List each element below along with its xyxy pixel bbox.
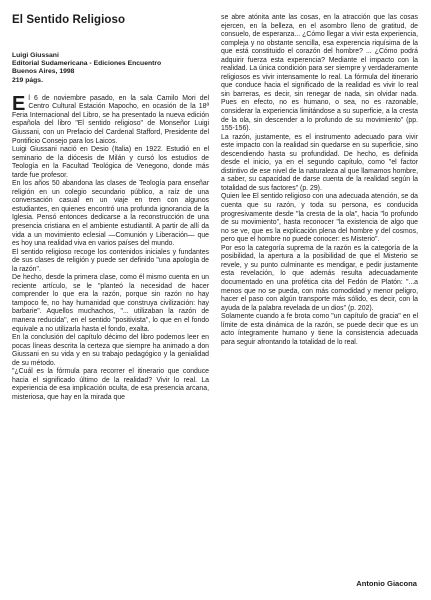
book-metadata: [12, 52, 209, 85]
paragraph: De hecho, desde la primera clase, como él mismo cuenta en un reciente artículo, se le "planteó la necesidad de hacer comprender lo que era la razón, porque sin razón no hay tampoco fe, no hay humanidad que construya civilización: hay barbarie". Aquellos muchachos, "... utilizaban la razón de manera reducida", en el sentido "positivista", lo que en el fondo equivale a no utilizarla hasta el fondo, exalta.: [12, 274, 209, 333]
book-pages: 219 págs.: [12, 76, 43, 84]
book-author: Luigi Giussani: [12, 52, 59, 59]
paragraph: El sentido religioso recoge los contenidos iniciales y fundantes de sus clases de religión y puede ser definido "una apología de la razón".: [12, 248, 209, 273]
paragraph: Solamente cuando a fe brota como "un capítulo de gracia" en el límite de esta dinámica de la razón, se puede decir que es un acto íntegramente humano y tiene la consistencia adecuada para seguir afrontando la totalidad de lo real.: [221, 313, 418, 346]
two-column-layout: [12, 14, 419, 403]
right-column: [221, 14, 418, 403]
paragraph: Quien lee El sentido religioso con una adecuada atención, se da cuenta que su razón, y toda su persona, es conducida progresivamente desde "la cresta de la ola", hacia "lo profundo de su movimiento", hasta reconocer "la existencia de algo que no se ve, que es la explicación plena del hombre y del cosmos, pero que el hombre no puede conocer: es Misterio".: [221, 193, 418, 244]
paragraph: La razón, justamente, es el instrumento adecuado para vivir este impacto con la realidad sin quedarse en su superficie, sino descendiendo hasta su profundidad. De hecho, es definida desde el inicio, ya en el segundo capítulo, como "el factor distintivo de ese nivel de la naturaleza al que llamamos hombre, a saber, su capacidad de darse cuenta de la realidad según la totalidad de sus factores" (p. 29).: [221, 133, 418, 192]
paragraph: En los años 50 abandona las clases de Teología para enseñar religión en un colegio secundario público, a raíz de una conversación casual en un viaje en tren con algunos estudiantes, en quienes encontró una profunda ignorancia de la Iglesia. Pensó entonces dedicarse a la reconstrucción de una presencia cristiana en el ambiente estudiantil. A partir de allí da vida a un movimiento eclesial —Comunión y Liberación— que es hoy una realidad viva en varios países del mundo.: [12, 180, 209, 248]
paragraph: En la conclusión del capítulo décimo del libro podemos leer en pocas líneas descrita la certeza que siempre ha animado a don Giussani en su vida y en su trabajo pedagógico y la genialidad de su método.: [12, 334, 209, 367]
paragraph: [12, 92, 209, 146]
paragraph-text: l 6 de noviembre pasado, en la sala Camilo Mori del Centro Cultural Estación Mapocho, en ocasión de la 18ª Feria Internacional del Libro, se ha presentado la nueva edición española del libro "El sentido religioso" de Monseñor Luigi Giussani, con un Prefacio del Cardenal Stafford, Presidente del Pontificio Consejo para los Laicos.: [12, 94, 209, 145]
paragraph: Por eso la categoría suprema de la razón es la categoría de la posibilidad, la apertura a la posibilidad de que el Misterio se revele, y su punto culminante es mendigar, e pedir justamente esta revelación, lo que además resulta adecuadamente documentado en una profética cita del Fedón de Platón: "...a menos que no se pueda, con más comodidad y menor peligro, hacer el paso con algún transporte más sólido, es decir, con la ayuda de la palabra revelada de un dios" (p. 202).: [221, 244, 418, 312]
review-author: Antonio Giacona: [356, 579, 417, 588]
paragraph: Luigi Giussani nació en Desio (Italia) en 1922. Estudió en el seminario de la diócesis de Milán y cursó los estudios de Teología en la Facultad Teológica de Venegono, donde más tarde fue profesor.: [12, 146, 209, 179]
paragraph: se abre atónita ante las cosas, en la atracción que las cosas ejercen, en la belleza, en el asombro lleno de gratitud, de consuelo, de esperanza... ¿Cómo llegar a vivir esta experiencia, compleja y no obstante sencilla, esa experencia riquísima de la que está constituido el corazón del hombre? ... ¿Cómo podrá adquirir fuerza esta experencia? Mediante el impacto con la realidad. La única condición para ser siempre y verdaderamente religiosos es vivir intensamente lo real. La fórmula del itinerario que conduce hacia el significado de la realidad es vivir lo real sin barreras, es decir, sin renegar de nada, sin olvidar nada. Pues en efecto, no es humano, o sea, no es razonable, considerar la experiencia limitándose a su superficie, a la cresta de la ola, sin descender a lo profundo de su movimiento" (pp. 155-156).: [221, 14, 418, 133]
book-publisher: Editorial Sudamericana - Ediciones Encuentro: [12, 60, 162, 68]
book-place-year: Buenos Aires, 1998: [12, 68, 75, 76]
paragraph: "¿Cuál es la fórmula para recorrer el itinerario que conduce hacia el significado último de la realidad? Vivir lo real. La experiencia de esa implicación oculta, de esa presencia arcana, misteriosa, que hay en la mirada que: [12, 368, 209, 401]
book-title: El Sentido Religioso: [12, 14, 126, 26]
left-column: [12, 14, 209, 403]
drop-cap: E: [12, 92, 26, 115]
